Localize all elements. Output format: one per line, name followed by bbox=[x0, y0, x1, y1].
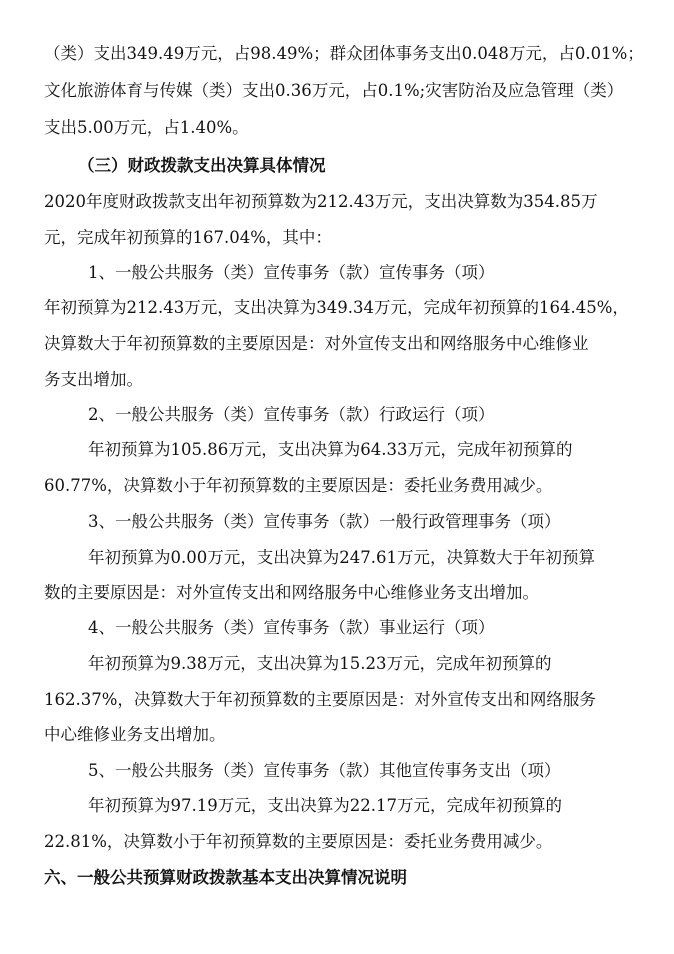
text-line: 年初预算为97.19万元，支出决算为22.17万元，完成年初预算的 bbox=[88, 796, 562, 815]
text-line: 年初预算为212.43万元，支出决算为349.34万元，完成年初预算的164.45%， bbox=[44, 298, 629, 317]
text-line: 文化旅游体育与传媒（类）支出0.36万元，占0.1%;灾害防治及应急管理（类） bbox=[44, 81, 624, 100]
text-line: 60.77%，决算数小于年初预算数的主要原因是：委托业务费用减少。 bbox=[44, 476, 553, 495]
item-heading: 3、一般公共服务（类）宣传事务（款）一般行政管理事务（项） bbox=[88, 512, 561, 531]
text-line: 决算数大于年初预算数的主要原因是：对外宣传支出和网络服务中心维修业 bbox=[44, 334, 589, 353]
text-line: 162.37%，决算数大于年初预算数的主要原因是：对外宣传支出和网络服务 bbox=[44, 690, 596, 709]
chapter-heading: 六、一般公共预算财政拨款基本支出决算情况说明 bbox=[44, 868, 407, 887]
item-heading: 1、一般公共服务（类）宣传事务（款）宣传事务（项） bbox=[88, 263, 495, 282]
text-line: 务支出增加。 bbox=[44, 370, 143, 389]
text-line: 年初预算为105.86万元，支出决算为64.33万元，完成年初预算的 bbox=[88, 440, 573, 459]
item-heading: 5、一般公共服务（类）宣传事务（款）其他宣传事务支出（项） bbox=[88, 761, 561, 780]
text-line: 年初预算为0.00万元，支出决算为247.61万元，决算数大于年初预算 bbox=[88, 548, 595, 567]
text-line: 元，完成年初预算的167.04%，其中： bbox=[44, 228, 332, 247]
text-line: 中心维修业务支出增加。 bbox=[44, 725, 226, 744]
text-line: 2020年度财政拨款支出年初预算数为212.43万元，支出决算数为354.85万 bbox=[44, 192, 598, 211]
text-line: 22.81%，决算数小于年初预算数的主要原因是：委托业务费用减少。 bbox=[44, 832, 553, 851]
text-line: （类）支出349.49万元，占98.49%；群众团体事务支出0.048万元，占0.01%； bbox=[44, 44, 644, 63]
item-heading: 4、一般公共服务（类）宣传事务（款）事业运行（项） bbox=[88, 618, 495, 637]
text-line: 数的主要原因是：对外宣传支出和网络服务中心维修业务支出增加。 bbox=[44, 583, 539, 602]
section-heading: （三）财政拨款支出决算具体情况 bbox=[78, 156, 326, 175]
item-heading: 2、一般公共服务（类）宣传事务（款）行政运行（项） bbox=[88, 405, 495, 424]
text-line: 年初预算为9.38万元，支出决算为15.23万元，完成年初预算的 bbox=[88, 654, 552, 673]
text-line: 支出5.00万元，占1.40%。 bbox=[44, 118, 249, 137]
